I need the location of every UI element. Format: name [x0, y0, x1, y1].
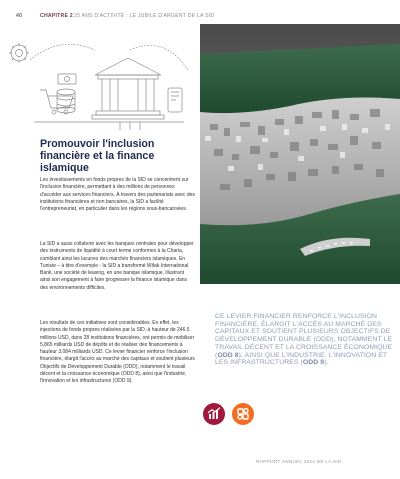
finance-illustration [0, 30, 200, 138]
body-paragraph-1: Les investissements en fonds propres de la SID se concentrent sur l'inclusion financière, permettant à des millions de personnes d'accéder aux services financiers. À travers des partenariats avec des institutions financières et non bancaires, la SID a facilité l'entrepreneuriat, en particulier dans les régions sous-bancarisées. [40, 177, 195, 213]
chapter-subtitle: 25 ANS D'ACTIVITÉ : LE JUBILÉ D'ARGENT DE LA SID [74, 13, 215, 19]
pull-quote [215, 313, 395, 367]
cart-icon [40, 90, 73, 108]
sdg-9-icon [232, 403, 254, 425]
body-paragraph-2: La SID a aussi collaboré avec les banques centrales pour développer des instruments de liquidité à court terme conformes à la Charia, comblant ainsi les lacunes des marchés financiers islamiques. En Tunisie – à titre d'exemple - la SID a transformé Wifak International Bank, une société de leasing, en une banque islamique, illustrant ainsi son engagement à faire progresser la finance islamique dans des environnements difficiles. [40, 241, 194, 291]
quote-text-part-2: ), AINSI QUE L'INDUSTRIE, L'INNOVATION ET LES INFRASTRUCTURES ( [215, 351, 387, 367]
page-number: 40 [16, 13, 23, 19]
bank-icon [95, 58, 161, 75]
quote-text-part-1: CE LEVIER FINANCIER RENFORCE L'INCLUSION FINANCIÈRE, ÉLARGIT L'ACCÈS AU MARCHÉ DES CAPITAUX ET SOUTIENT PLUSIEURS OBJECTIFS DE DÉVELOPPEMENT DURABLE (ODD), NOTAMMENT LE TRAVAIL DÉCENT ET LA CROISSANCE ÉCONOMIQUE ( [215, 313, 393, 359]
page-footer: RAPPORT ANNUEL 2024 DE LA SID [256, 460, 342, 465]
chapter-label: CHAPITRE 2 [40, 13, 73, 19]
odd9-label: ODD 9 [302, 359, 325, 367]
body-paragraph-3: Les résultats de ces initiatives sont considérables. En effet, les injections de fonds propres réalisées par la SID, à hauteur de 246.5 millions USD, dans 28 institutions financières, ont permis de mobiliser 5,865 milliards USD de dépôts et de réaliser des financements à hauteur 3,084 milliards USD. Ce levier financier renforce l'inclusion financière, élargit l'accès au marché des capitaux et soutient plusieurs Objectifs de Développement Durable (ODD), notamment le travail décent et la croissance économique (ODD 8), ainsi que l'industrie, l'innovation et les infrastructures (ODD 9). [40, 320, 195, 385]
sdg-8-icon [203, 403, 225, 425]
aerial-city-photo [200, 24, 400, 284]
section-title: Promouvoir l'inclusion financière et la finance islamique [40, 138, 155, 174]
quote-text-part-3: ). [324, 359, 329, 367]
odd8-label: ODD 8 [217, 351, 239, 359]
